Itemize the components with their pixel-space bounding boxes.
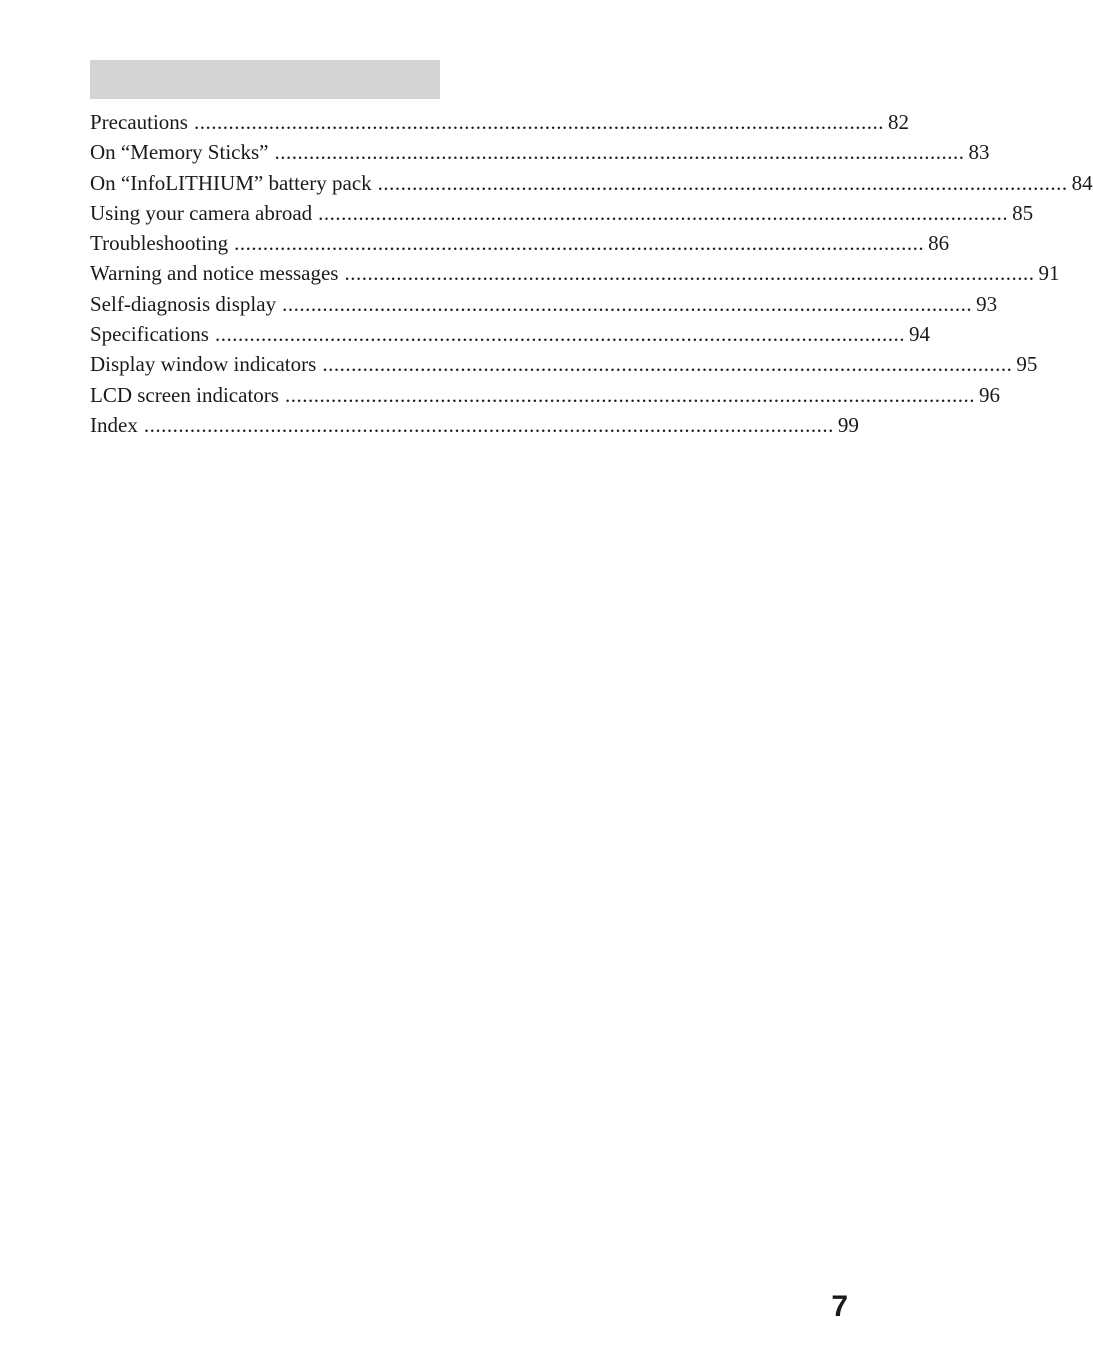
toc-entry-title: Specifications [90,322,209,347]
toc-dot-leader: ........................................................................................................................ [377,170,1068,195]
toc-entry-title: Index [90,412,138,437]
toc-entry-camera-abroad[interactable] [90,198,1034,228]
toc-entry-precautions[interactable] [90,107,909,137]
toc-entry-page: 83 [968,140,990,165]
toc-entry-self-diagnosis[interactable] [90,289,998,319]
toc-entry-title: Display window indicators [90,352,317,377]
toc-entry-page: 84 [1071,170,1093,195]
toc-entry-troubleshooting[interactable] [90,228,950,258]
toc-entry-title: Self-diagnosis display [90,291,277,316]
toc-dot-leader: ........................................................................................................................ [282,291,973,316]
toc-entry-display-window-indicators[interactable] [90,349,1038,379]
toc-dot-leader: ........................................................................................................................ [344,261,1035,286]
toc-entry-index[interactable] [90,410,859,440]
toc-entry-lcd-screen-indicators[interactable] [90,380,1000,410]
toc-entry-memory-sticks[interactable] [90,137,990,167]
toc-entry-specifications[interactable] [90,319,930,349]
toc-entry-page: 93 [976,291,998,316]
toc-entry-infolithium-battery[interactable] [90,168,1093,198]
toc-entry-title: On “InfoLITHIUM” battery pack [90,170,372,195]
toc-entry-page: 99 [837,412,859,437]
toc-dot-leader: ........................................................................................................................ [322,352,1013,377]
page-number: 7 [831,1290,848,1323]
toc-entry-page: 96 [978,382,1000,407]
toc-entry-page: 94 [908,322,930,347]
toc-entry-warning-messages[interactable] [90,258,1060,288]
table-of-contents [90,107,1093,440]
toc-dot-leader: ........................................................................................................................ [143,412,834,437]
toc-dot-leader: ........................................................................................................................ [193,110,884,134]
toc-entry-page: 91 [1038,261,1060,286]
toc-entry-title: Precautions [90,110,188,134]
toc-dot-leader: ........................................................................................................................ [274,140,965,165]
toc-dot-leader: ........................................................................................................................ [234,231,925,256]
toc-entry-title: Using your camera abroad [90,200,313,225]
toc-entry-page: 85 [1012,200,1034,225]
section-header-bar [90,60,440,99]
toc-entry-page: 82 [887,110,909,134]
toc-entry-title: On “Memory Sticks” [90,140,269,165]
toc-entry-title: Warning and notice messages [90,261,339,286]
toc-dot-leader: ........................................................................................................................ [214,322,905,347]
toc-entry-title: LCD screen indicators [90,382,279,407]
toc-entry-page: 95 [1016,352,1038,377]
toc-entry-title: Troubleshooting [90,231,229,256]
toc-dot-leader: ........................................................................................................................ [284,382,975,407]
toc-entry-page: 86 [928,231,950,256]
toc-dot-leader: ........................................................................................................................ [318,200,1009,225]
